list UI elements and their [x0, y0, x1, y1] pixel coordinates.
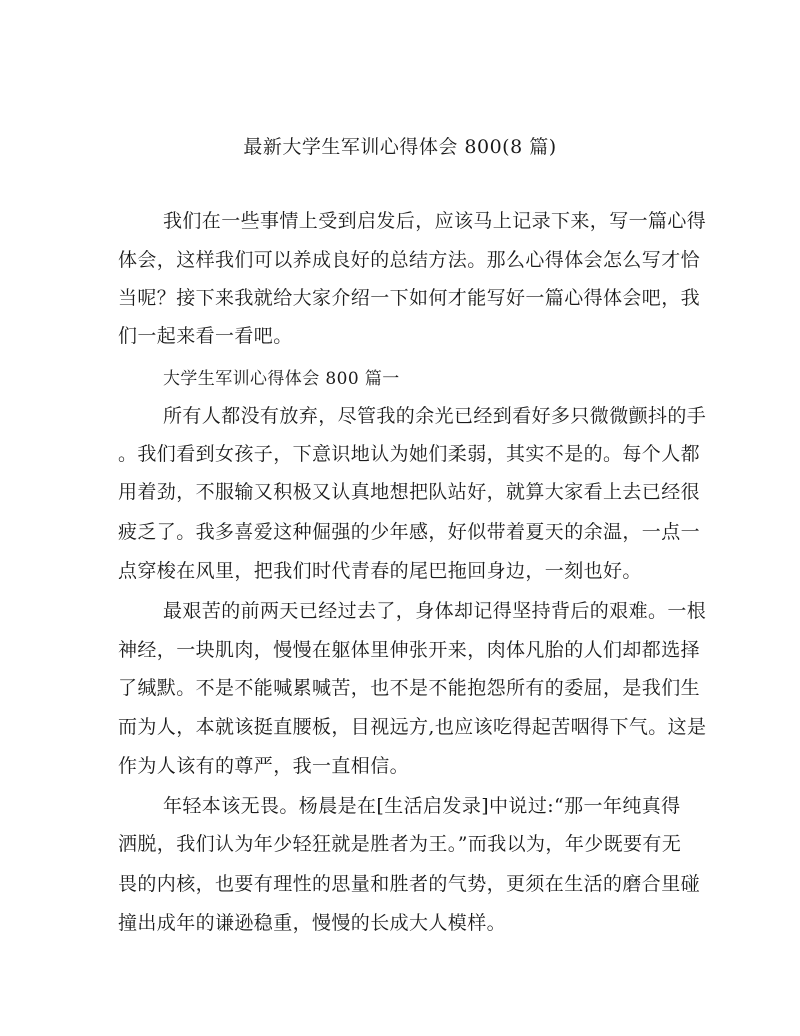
paragraph-line: 点穿梭在风里，把我们时代青春的尾巴拖回身边，一刻也好。	[118, 560, 642, 582]
paragraph-line: 而为人，本就该挺直腰板，目视远方,也应该吃得起苦咽得下气。这是	[118, 716, 707, 738]
paragraph-line: 最艰苦的前两天已经过去了，身体却记得坚持背后的艰难。一根	[163, 600, 707, 622]
section-heading: 大学生军训心得体会 800 篇一	[163, 369, 400, 389]
paragraph-line: 年轻本该无畏。杨晨是在[生活启发录]中说过:“那一年纯真得	[163, 795, 681, 817]
paragraph-line: 洒脱，我们认为年少轻狂就是胜者为王。”而我以为，年少既要有无	[118, 833, 682, 855]
paragraph-line: 体会，这样我们可以养成良好的总结方法。那么心得体会怎么写才恰	[118, 249, 701, 271]
paragraph-line: 所有人都没有放弃，尽管我的余光已经到看好多只微微颤抖的手	[163, 405, 707, 427]
paragraph-line: 了缄默。不是不能喊累喊苦，也不是不能抱怨所有的委屈，是我们生	[118, 677, 701, 699]
paragraph-line: 撞出成年的谦逊稳重，慢慢的长成大人模样。	[118, 912, 507, 934]
paragraph-line: 作为人该有的尊严，我一直相信。	[118, 755, 410, 777]
paragraph-line: 畏的内核，也要有理性的思量和胜者的气势，更须在生活的磨合里碰	[118, 873, 701, 895]
document-title: 最新大学生军训心得体会 800(8 篇)	[243, 136, 557, 158]
paragraph-line: 用着劲，不服输又积极又认真地想把队站好，就算大家看上去已经很	[118, 481, 701, 503]
paragraph-line: 当呢？接下来我就给大家介绍一下如何才能写好一篇心得体会吧，我	[118, 287, 701, 309]
paragraph-line: 。我们看到女孩子，下意识地认为她们柔弱，其实不是的。每个人都	[118, 443, 701, 465]
paragraph-line: 我们在一些事情上受到启发后，应该马上记录下来，写一篇心得	[163, 210, 707, 232]
paragraph-line: 神经，一块肌肉，慢慢在躯体里伸张开来，肉体凡胎的人们却都选择	[118, 639, 701, 661]
paragraph-line: 疲乏了。我多喜爱这种倔强的少年感，好似带着夏天的余温，一点一	[118, 521, 701, 543]
paragraph-line: 们一起来看一看吧。	[118, 325, 293, 347]
